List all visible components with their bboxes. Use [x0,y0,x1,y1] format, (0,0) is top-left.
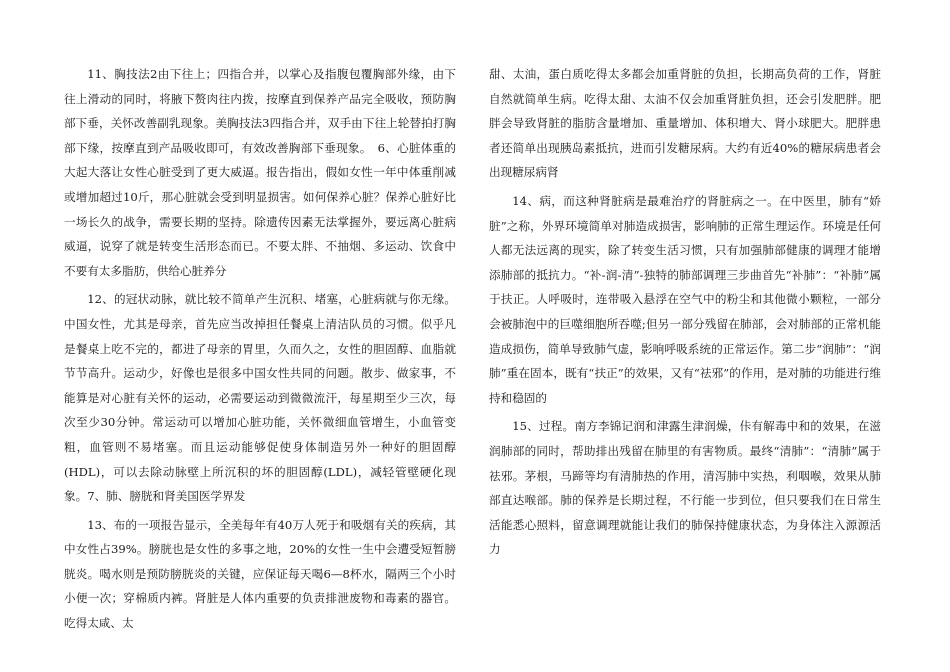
paragraph-14: 14、病，而这种肾脏病是最难治疗的肾脏病之一。在中医里，肺有“娇脏”之称，外界环境简单对肺造成损害，影响肺的正常生理运作。环境是任何人都无法远离的现实，除了转变生活习惯，只有加强肺部健康的调理才能增添肺部的抵抗力。“补-润-清”-独特的肺部调理三步曲首先“补肺”：“补肺”属于扶正。人呼吸时，连带吸入悬浮在空气中的粉尘和其他微小颗粒，一部分会被肺泡中的巨噬细胞所吞噬;但另一部分残留在肺部，会对肺部的正常机能造成损伤，简单导致肺气虚，影响呼吸系统的正常运作。第二步“润肺”：“润肺”重在固本，既有“扶正”的效果，又有“祛邪”的作用，是对肺的功能进行维持和稳固的 [489,193,881,405]
right-column [489,62,881,566]
paragraph-12: 12、的冠状动脉，就比较不简单产生沉积、堵塞，心脏病就与你无缘。中国女性，尤其是母亲，首先应当改掉担任餐桌上清洁队员的习惯。似乎凡是餐桌上吃不完的，都进了母亲的胃里，久而久之，女性的胆固醇、血脂就节节高升。运动少，好像也是很多中国女性共同的问题。散步、做家事，不能算是对心脏有关怀的运动，必需要运动到微微流汗，每星期至少三次，每次至少30分钟。常运动可以增加心脏功能，关怀微细血管增生，小血管变粗，血管则不易堵塞。而且运动能够促使身体制造另外一种好的胆固醇(HDL)，可以去除动脉壁上所沉积的坏的胆固醇(LDL)，减轻管壁硬化现象。7、肺、膀胱和肾美国医学界发 [64,292,456,504]
left-column [64,62,456,640]
paragraph-15: 15、过程。南方李锦记润和津露生津润燥，佧有解毒中和的效果，在滋润肺部的同时，帮助排出残留在肺里的有害物质。最终“清肺”：“清肺”属于祛邪。茅根，马蹄等均有清肺热的作用，清泻肺中实热，利咽喉，效果从肺部直达喉部。肺的保养是长期过程，不行能一步到位，但只要我们在日常生活能悉心照料，留意调理就能让我们的肺保持健康状态，为身体注入源源活力 [489,419,881,557]
paragraph-11: 11、胸技法2由下往上；四指合并，以掌心及指腹包覆胸部外缘，由下往上滑动的同时，将腋下赘肉往内拨，按摩直到保养产品完全吸收，预防胸部下垂，关怀改善副乳现象。美胸技法3四指合并，双手由下往上轮替拍打胸部下缘，按摩直到产品吸收即可，有效改善胸部下垂现象。 6、心脏体重的大起大落让女性心脏受到了更大威逼。报告指出，假如女性一年中体重削减或增加超过10斤，那心脏就会受到明显损害。如何保养心脏？保养心脏好比一场长久的战争，需要长期的坚持。除遗传因素无法掌握外，要远离心脏病威逼，说穿了就是转变生活形态而已。不要太胖、不抽烟、多运动、饮食中不要有太多脂肪，供给心脏养分 [64,67,456,278]
paragraph-13: 13、布的一项报告显示，全美每年有40万人死于和吸烟有关的疾病，其中女性占39%。膀胱也是女性的多事之地，20%的女性一生中会遭受短暂膀胱炎。喝水则是预防膀胱炎的关键，应保证每天喝6—8杯水，隔两三个小时小便一次；穿棉质内裤。肾脏是人体内重要的负责排泄废物和毒素的器官。吃得太咸、太 [64,517,456,631]
paragraph-continuation: 甜、太油，蛋白质吃得太多都会加重肾脏的负担，长期高负荷的工作，肾脏自然就简单生病。吃得太甜、太油不仅会加重肾脏负担，还会引发肥胖。肥胖会导致肾脏的脂肪含量增加、重量增加、体积增大、肾小球肥大。肥胖患者还简单出现胰岛素抵抗，进而引发糖尿病。大约有近40%的糖尿病患者会出现糖尿病肾 [489,67,881,180]
